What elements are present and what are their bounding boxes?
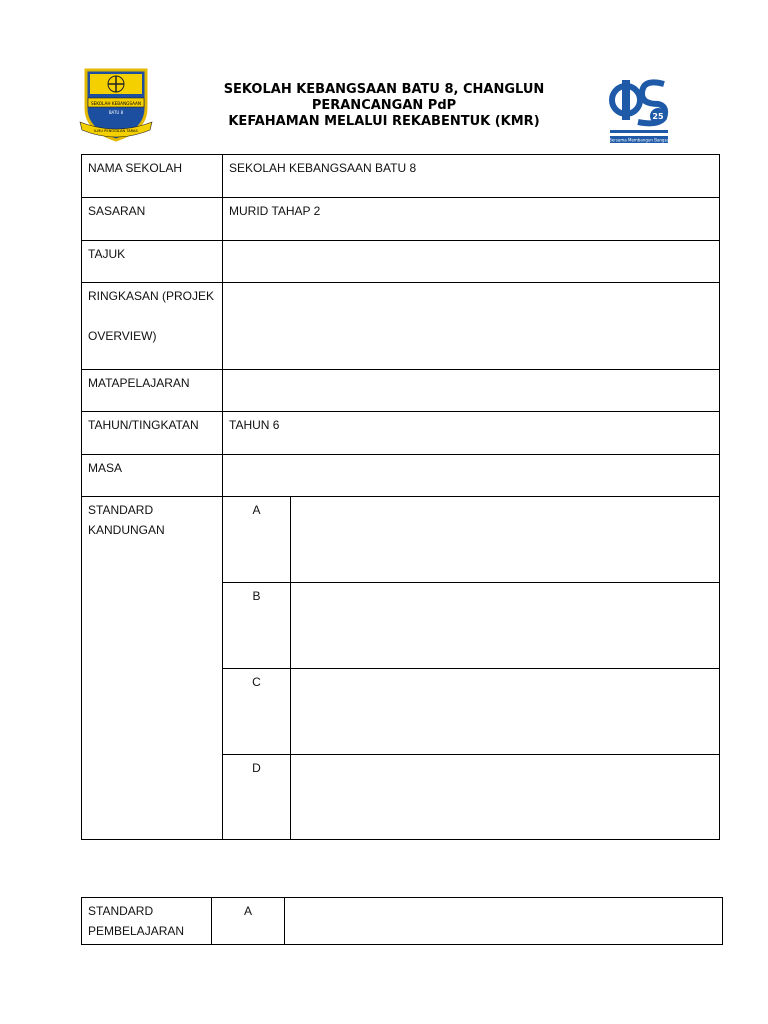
row-label: MASA bbox=[82, 455, 223, 497]
standard-kandungan-value-b[interactable] bbox=[291, 583, 720, 669]
row-value[interactable]: MURID TAHAP 2 bbox=[223, 198, 720, 241]
standard-kandungan-label: STANDARD KANDUNGAN bbox=[82, 497, 223, 840]
title-line-2: PERANCANGAN PdP bbox=[311, 98, 457, 113]
standard-kandungan-item-a: A bbox=[223, 497, 291, 583]
row-value[interactable]: TAHUN 6 bbox=[223, 412, 720, 455]
row-label: NAMA SEKOLAH bbox=[82, 155, 223, 198]
school-crest-icon bbox=[78, 64, 154, 144]
table-row-masa bbox=[82, 455, 720, 497]
planning-table bbox=[81, 154, 720, 840]
anniversary-logo-icon bbox=[608, 74, 670, 144]
crest-motto-text: ILMU PENGGILAN TARAS bbox=[94, 129, 138, 133]
logo-caption: Bersama Membangun Bangsa bbox=[608, 137, 670, 143]
standard-kandungan-item-c: C bbox=[223, 669, 291, 755]
row-label: MATAPELAJARAN bbox=[82, 370, 223, 412]
logo-number: 25 bbox=[652, 112, 664, 121]
crest-sub-text: BATU 8 bbox=[108, 110, 124, 115]
table-row-tajuk bbox=[82, 241, 720, 283]
title-line-3: KEFAHAMAN MELALUI REKABENTUK (KMR) bbox=[228, 114, 540, 129]
standard-pembelajaran-label: STANDARD PEMBELAJARAN bbox=[82, 898, 212, 945]
document-title-block bbox=[170, 82, 598, 130]
crest-ribbon-text: SEKOLAH KEBANGSAAN bbox=[90, 101, 142, 106]
title-line-1: SEKOLAH KEBANGSAAN BATU 8, CHANGLUN bbox=[223, 82, 545, 97]
standard-pembelajaran-value-a[interactable] bbox=[285, 898, 723, 945]
table-row-matapelajaran bbox=[82, 370, 720, 412]
row-label: RINGKASAN (PROJEK OVERVIEW) bbox=[82, 283, 223, 370]
standard-kandungan-value-c[interactable] bbox=[291, 669, 720, 755]
table-row-standard-kandungan-a bbox=[82, 497, 720, 583]
row-label: SASARAN bbox=[82, 198, 223, 241]
table-row-sasaran bbox=[82, 198, 720, 241]
row-value[interactable] bbox=[223, 455, 720, 497]
row-value[interactable] bbox=[223, 370, 720, 412]
row-label: TAJUK bbox=[82, 241, 223, 283]
row-value[interactable]: SEKOLAH KEBANGSAAN BATU 8 bbox=[223, 155, 720, 198]
row-label: TAHUN/TINGKATAN bbox=[82, 412, 223, 455]
table-row-tahun-tingkatan bbox=[82, 412, 720, 455]
table-row-ringkasan bbox=[82, 283, 720, 370]
standard-kandungan-item-d: D bbox=[223, 755, 291, 840]
table-row-nama-sekolah bbox=[82, 155, 720, 198]
document-header bbox=[0, 0, 768, 150]
standard-pembelajaran-item-a: A bbox=[212, 898, 285, 945]
standard-kandungan-value-a[interactable] bbox=[291, 497, 720, 583]
row-value[interactable] bbox=[223, 241, 720, 283]
row-value[interactable] bbox=[223, 283, 720, 370]
table-row-standard-pembelajaran-a bbox=[82, 898, 723, 945]
standard-kandungan-item-b: B bbox=[223, 583, 291, 669]
standard-pembelajaran-table bbox=[81, 897, 723, 945]
standard-kandungan-value-d[interactable] bbox=[291, 755, 720, 840]
